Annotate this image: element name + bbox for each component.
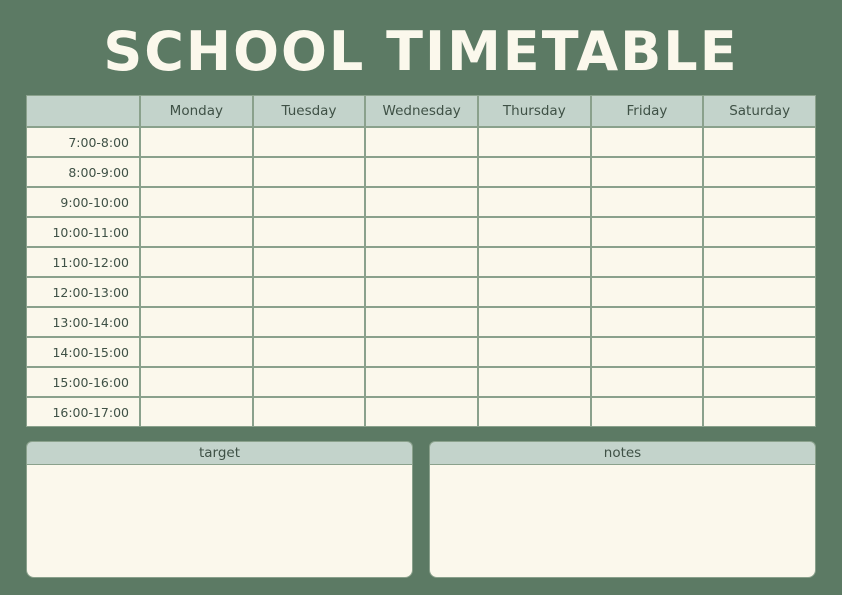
slot-cell[interactable] xyxy=(703,277,816,307)
table-row xyxy=(26,187,816,217)
slot-cell[interactable] xyxy=(591,217,704,247)
slot-cell[interactable] xyxy=(365,217,478,247)
time-label: 11:00-12:00 xyxy=(26,247,140,277)
notes-panel xyxy=(429,441,816,578)
time-label: 16:00-17:00 xyxy=(26,397,140,427)
slot-cell[interactable] xyxy=(478,157,591,187)
table-row xyxy=(26,157,816,187)
slot-cell[interactable] xyxy=(253,337,366,367)
notes-panel-title: notes xyxy=(429,441,816,464)
slot-cell[interactable] xyxy=(140,247,253,277)
slot-cell[interactable] xyxy=(591,277,704,307)
day-header-friday: Friday xyxy=(591,95,704,127)
slot-cell[interactable] xyxy=(478,247,591,277)
slot-cell[interactable] xyxy=(703,217,816,247)
time-label: 10:00-11:00 xyxy=(26,217,140,247)
target-panel xyxy=(26,441,413,578)
slot-cell[interactable] xyxy=(703,157,816,187)
time-label: 13:00-14:00 xyxy=(26,307,140,337)
table-row xyxy=(26,247,816,277)
slot-cell[interactable] xyxy=(591,307,704,337)
slot-cell[interactable] xyxy=(253,277,366,307)
timetable-table xyxy=(26,95,816,427)
timetable-body xyxy=(26,127,816,427)
slot-cell[interactable] xyxy=(478,127,591,157)
table-row xyxy=(26,277,816,307)
slot-cell[interactable] xyxy=(140,157,253,187)
notes-panel-body[interactable] xyxy=(429,464,816,578)
slot-cell[interactable] xyxy=(478,367,591,397)
bottom-panels xyxy=(26,441,816,578)
slot-cell[interactable] xyxy=(365,277,478,307)
slot-cell[interactable] xyxy=(591,367,704,397)
slot-cell[interactable] xyxy=(703,367,816,397)
slot-cell[interactable] xyxy=(140,187,253,217)
time-label: 9:00-10:00 xyxy=(26,187,140,217)
slot-cell[interactable] xyxy=(140,277,253,307)
slot-cell[interactable] xyxy=(478,337,591,367)
slot-cell[interactable] xyxy=(478,217,591,247)
day-header-tuesday: Tuesday xyxy=(253,95,366,127)
time-label: 7:00-8:00 xyxy=(26,127,140,157)
slot-cell[interactable] xyxy=(253,367,366,397)
slot-cell[interactable] xyxy=(253,187,366,217)
slot-cell[interactable] xyxy=(140,307,253,337)
slot-cell[interactable] xyxy=(591,337,704,367)
slot-cell[interactable] xyxy=(365,157,478,187)
slot-cell[interactable] xyxy=(365,247,478,277)
slot-cell[interactable] xyxy=(703,247,816,277)
target-panel-title: target xyxy=(26,441,413,464)
slot-cell[interactable] xyxy=(253,157,366,187)
table-row xyxy=(26,307,816,337)
slot-cell[interactable] xyxy=(140,397,253,427)
slot-cell[interactable] xyxy=(365,187,478,217)
slot-cell[interactable] xyxy=(703,307,816,337)
slot-cell[interactable] xyxy=(140,127,253,157)
day-header-thursday: Thursday xyxy=(478,95,591,127)
table-row xyxy=(26,397,816,427)
slot-cell[interactable] xyxy=(591,247,704,277)
slot-cell[interactable] xyxy=(365,397,478,427)
slot-cell[interactable] xyxy=(365,307,478,337)
table-row xyxy=(26,337,816,367)
slot-cell[interactable] xyxy=(703,187,816,217)
time-label: 8:00-9:00 xyxy=(26,157,140,187)
time-label: 14:00-15:00 xyxy=(26,337,140,367)
day-header-wednesday: Wednesday xyxy=(365,95,478,127)
slot-cell[interactable] xyxy=(140,217,253,247)
slot-cell[interactable] xyxy=(365,367,478,397)
target-panel-body[interactable] xyxy=(26,464,413,578)
table-row xyxy=(26,127,816,157)
timetable-container xyxy=(26,95,816,427)
slot-cell[interactable] xyxy=(703,397,816,427)
timetable-corner-cell xyxy=(26,95,140,127)
slot-cell[interactable] xyxy=(703,127,816,157)
slot-cell[interactable] xyxy=(253,247,366,277)
slot-cell[interactable] xyxy=(365,337,478,367)
slot-cell[interactable] xyxy=(591,127,704,157)
timetable-header-row xyxy=(26,95,816,127)
slot-cell[interactable] xyxy=(478,277,591,307)
slot-cell[interactable] xyxy=(140,367,253,397)
time-label: 15:00-16:00 xyxy=(26,367,140,397)
slot-cell[interactable] xyxy=(253,127,366,157)
slot-cell[interactable] xyxy=(703,337,816,367)
slot-cell[interactable] xyxy=(478,397,591,427)
time-label: 12:00-13:00 xyxy=(26,277,140,307)
slot-cell[interactable] xyxy=(591,157,704,187)
slot-cell[interactable] xyxy=(365,127,478,157)
day-header-saturday: Saturday xyxy=(703,95,816,127)
slot-cell[interactable] xyxy=(591,187,704,217)
table-row xyxy=(26,217,816,247)
slot-cell[interactable] xyxy=(140,337,253,367)
slot-cell[interactable] xyxy=(478,187,591,217)
slot-cell[interactable] xyxy=(591,397,704,427)
slot-cell[interactable] xyxy=(253,217,366,247)
table-row xyxy=(26,367,816,397)
day-header-monday: Monday xyxy=(140,95,253,127)
page-title: SCHOOL TIMETABLE xyxy=(103,20,739,83)
slot-cell[interactable] xyxy=(253,307,366,337)
slot-cell[interactable] xyxy=(478,307,591,337)
slot-cell[interactable] xyxy=(253,397,366,427)
